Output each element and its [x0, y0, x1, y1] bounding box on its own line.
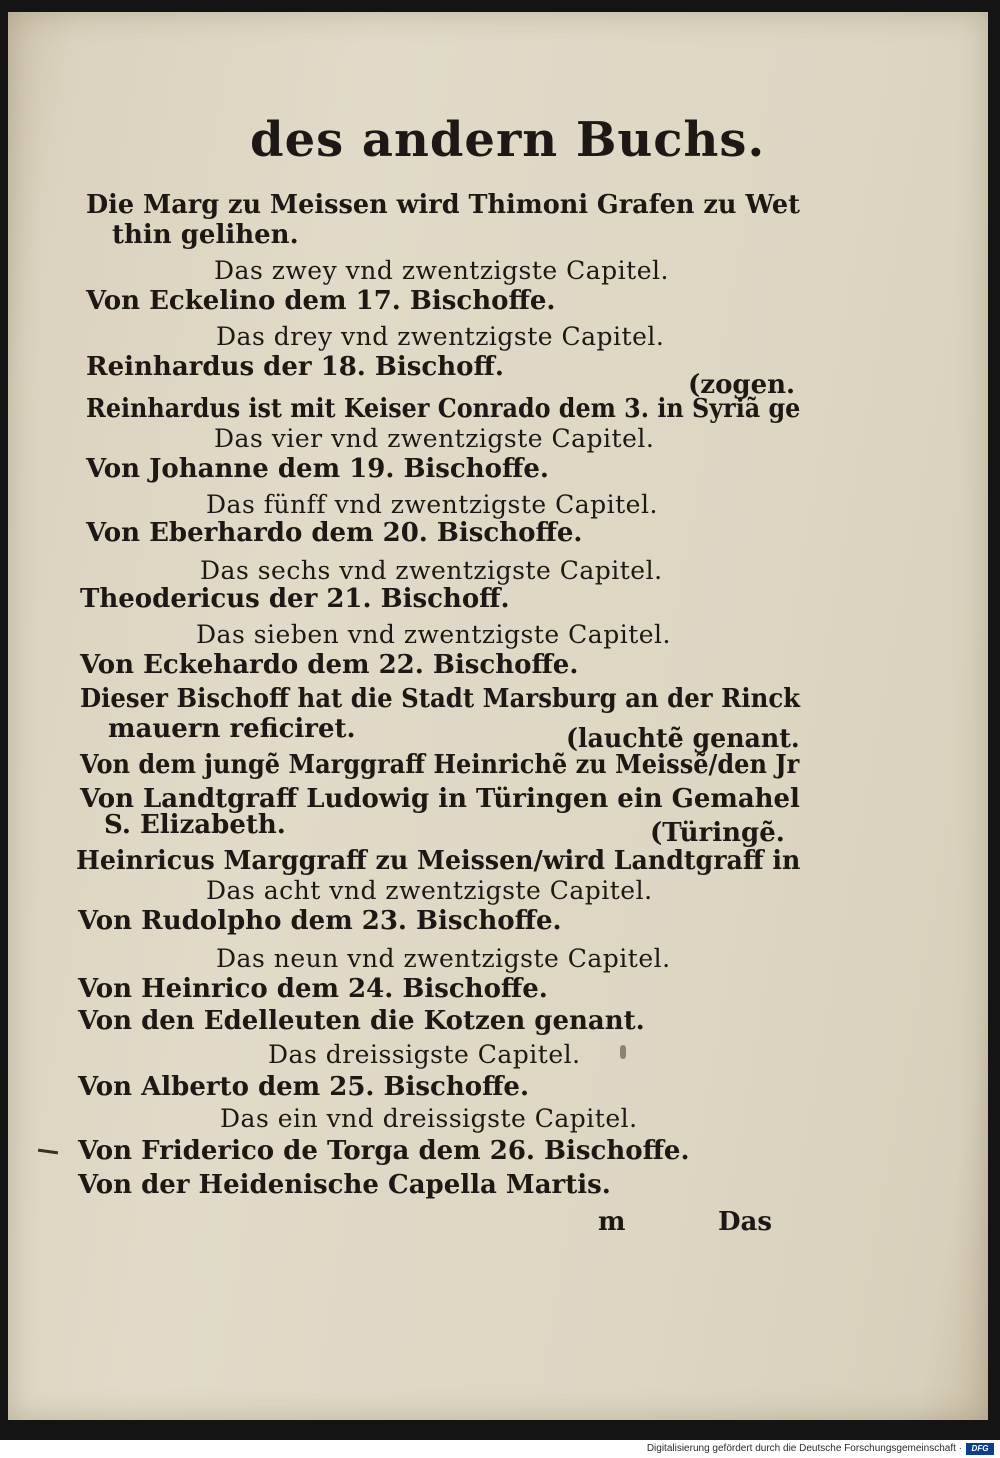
chapter-heading: Das fünff vnd zwentzigste Capitel.: [206, 490, 658, 519]
entry-line: Von der Heidenische Capella Martis.: [78, 1170, 611, 1200]
entry-line: Die Marg zu Meissen wird Thimoni Grafen zu Wet: [86, 190, 800, 220]
entry-line: (Türingẽ.: [650, 818, 785, 848]
dfg-logo-icon: DFG: [966, 1443, 994, 1455]
chapter-heading: Das dreissigste Capitel.: [268, 1040, 581, 1069]
entry-line: Dieser Bischoff hat die Stadt Marsburg an der Rinck: [80, 684, 801, 714]
chapter-heading: Das neun vnd zwentzigste Capitel.: [216, 944, 671, 973]
chapter-heading: Das acht vnd zwentzigste Capitel.: [206, 876, 653, 905]
chapter-heading: Das vier vnd zwentzigste Capitel.: [214, 424, 655, 453]
entry-line: Von Eckehardo dem 22. Bischoffe.: [80, 650, 579, 680]
chapter-heading: Das zwey vnd zwentzigste Capitel.: [214, 256, 669, 285]
chapter-heading: Das ein vnd dreissigste Capitel.: [220, 1104, 638, 1133]
entry-line: Von Friderico de Torga dem 26. Bischoffe.: [78, 1136, 690, 1166]
entry-line: Von Alberto dem 25. Bischoffe.: [78, 1072, 530, 1102]
entry-line: (lauchtẽ genant.: [566, 724, 800, 754]
entry-line: Von Eckelino dem 17. Bischoffe.: [86, 286, 556, 316]
entry-line: Von den Edelleuten die Kotzen genant.: [78, 1006, 645, 1036]
entry-line: Von Rudolpho dem 23. Bischoffe.: [78, 906, 562, 936]
chapter-heading: Das sieben vnd zwentzigste Capitel.: [196, 620, 671, 649]
entry-line: Von Heinrico dem 24. Bischoffe.: [78, 974, 548, 1004]
entry-line: (zogen.: [688, 370, 796, 400]
entry-line: Von Eberhardo dem 20. Bischoffe.: [86, 518, 583, 548]
entry-line: Reinhardus ist mit Keiser Conrado dem 3. in Syriã ge: [86, 394, 801, 424]
signature-mark: m: [598, 1207, 626, 1237]
chapter-heading: Das drey vnd zwentzigste Capitel.: [216, 322, 665, 351]
entry-line: Heinricus Marggraff zu Meissen/wird Landtgraff in: [76, 846, 801, 876]
footer-bar: [0, 1440, 1000, 1458]
entry-line: Von Johanne dem 19. Bischoffe.: [86, 454, 549, 484]
entry-line: S. Elizabeth.: [104, 810, 286, 840]
entry-line: thin gelihen.: [112, 220, 299, 250]
ink-mark: [620, 1045, 626, 1059]
entry-line: Theodericus der 21. Bischoff.: [80, 584, 510, 614]
funding-credit: Digitalisierung gefördert durch die Deutsche Forschungsgemeinschaft ·: [646, 1443, 962, 1454]
entry-line: mauern reficiret.: [108, 714, 356, 744]
entry-line: Von Landtgraff Ludowig in Türingen ein Gemahel: [80, 784, 800, 814]
entry-line: Reinhardus der 18. Bischoff.: [86, 352, 504, 382]
page-header: des andern Buchs.: [250, 112, 766, 168]
catchword: Das: [718, 1207, 773, 1237]
chapter-heading: Das sechs vnd zwentzigste Capitel.: [200, 556, 663, 585]
entry-line: Von dem jungẽ Marggraff Heinrichẽ zu Meissẽ/den Jr: [80, 750, 800, 780]
